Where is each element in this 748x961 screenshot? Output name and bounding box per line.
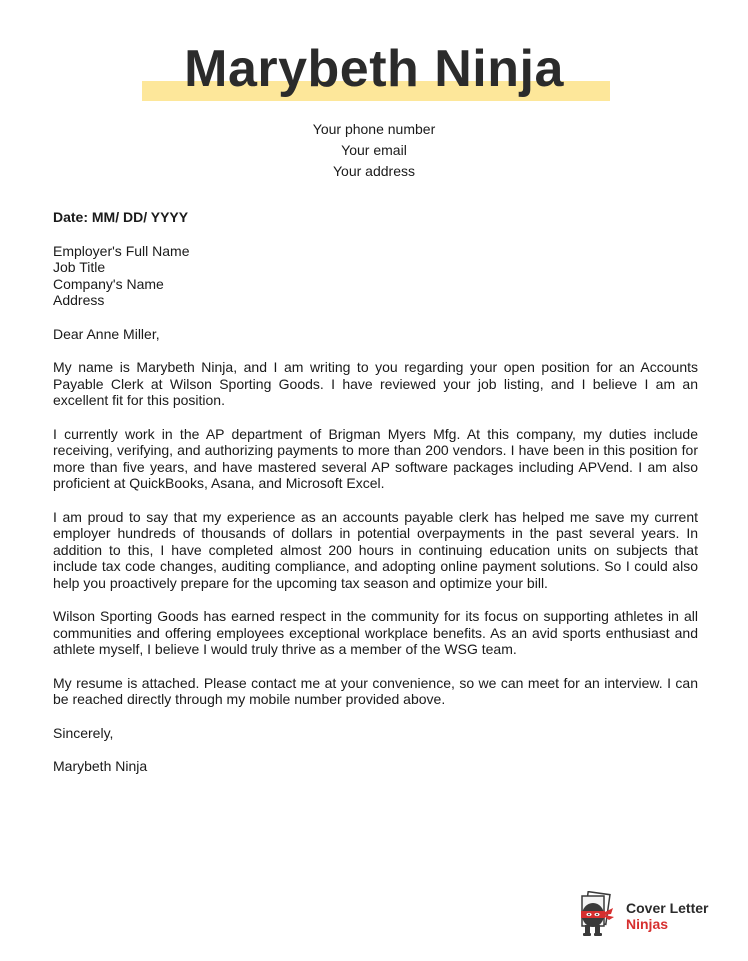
letter-body xyxy=(53,209,698,775)
letter-date: Date: MM/ DD/ YYYY xyxy=(53,209,189,225)
cover-letter-ninjas-logo[interactable] xyxy=(576,891,726,937)
paragraph-intro: My name is Marybeth Ninja, and I am writing to you regarding your open position for an Accounts Payable Clerk at Wilson Sporting Goods. I have reviewed your job listing, and I believe I am an excellent fit for this position. xyxy=(53,359,698,408)
recipient-address: Address xyxy=(53,292,105,308)
recipient-company: Company's Name xyxy=(53,275,164,292)
ninja-mascot-icon xyxy=(576,891,616,937)
paragraph-company-fit: Wilson Sporting Goods has earned respect in the community for its focus on supporting athletes in all communities and offering employees exceptional workplace benefits. As an avid sports enthusiast and athlete myself, I believe I would truly thrive as a member of the WSG team. xyxy=(53,608,698,657)
logo-text-cover-letter: Cover Letter xyxy=(626,900,709,916)
recipient-name: Employer's Full Name xyxy=(53,242,190,259)
contact-phone: Your phone number xyxy=(312,121,436,137)
recipient-block xyxy=(53,243,698,309)
paragraph-current-role: I currently work in the AP department of Brigman Myers Mfg. At this company, my duties include receiving, verifying, and authorizing payments to more than 200 vendors. I have been in this position for more than five years, and have mastered several AP software packages including APVend. I am also proficient at QuickBooks, Asana, and Microsoft Excel. xyxy=(53,425,698,491)
paragraph-achievements: I am proud to say that my experience as an accounts payable clerk has helped me save my current employer hundreds of thousands of dollars in potential overpayments in the past several years. In addition to this, I have completed almost 200 hours in continuing education units on subjects that include tax code changes, auditing compliance, and adopting online payment solutions. So I could also help you proactively prepare for the upcoming tax season and optimize your bill. xyxy=(53,508,698,591)
recipient-job-title: Job Title xyxy=(53,259,106,275)
closing: Sincerely, xyxy=(53,724,114,741)
contact-email: Your email xyxy=(341,142,407,158)
logo-text-ninjas: Ninjas xyxy=(626,916,669,932)
paragraph-call-to-action: My resume is attached. Please contact me at your convenience, so we can meet for an interview. I can be reached directly through my mobile number provided above. xyxy=(53,674,698,707)
letter-header xyxy=(0,0,748,185)
applicant-name: Marybeth Ninja xyxy=(184,40,564,98)
contact-address: Your address xyxy=(333,163,415,179)
signature: Marybeth Ninja xyxy=(53,758,148,774)
salutation: Dear Anne Miller, xyxy=(53,325,160,342)
